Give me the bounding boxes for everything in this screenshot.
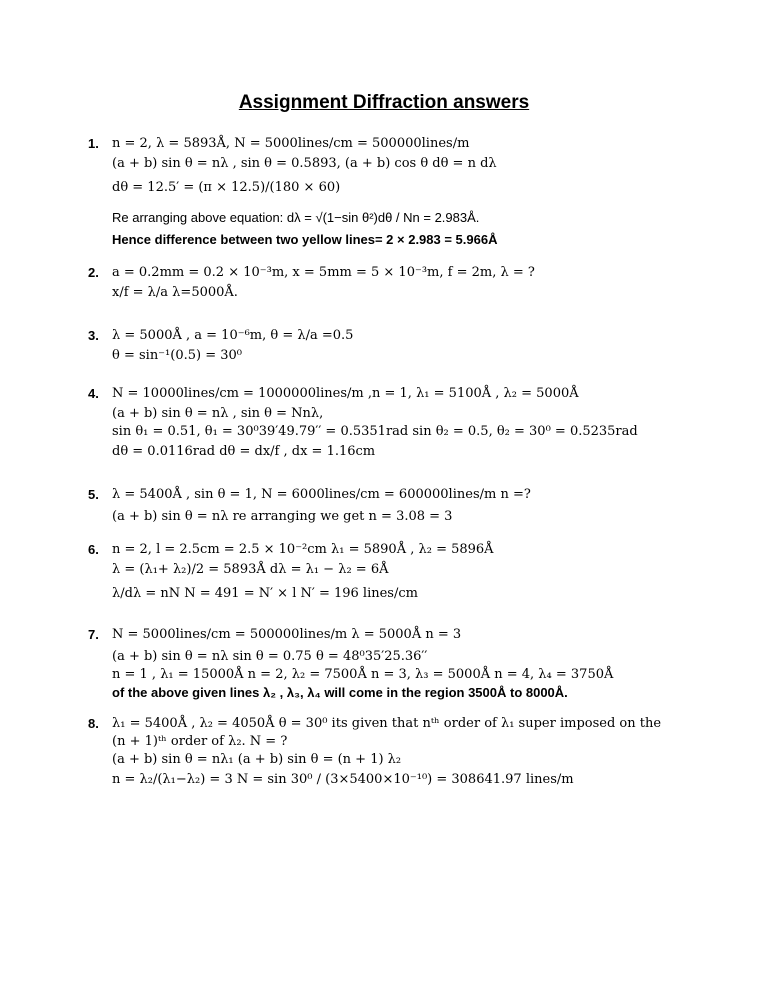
answer-line: Re arranging above equation: dλ = √(1−sin θ²)dθ / Nn = 2.983Å. [112,210,480,225]
answer-line: λ = 5400Å , sin θ = 1, N = 6000lines/cm = 600000lines/m n =? [112,487,531,502]
answer-line: (a + b) sin θ = nλ sin θ = 0.75 θ = 48⁰35′25.36′′ [112,649,428,664]
answer-line: N = 5000lines/cm = 500000lines/m λ = 5000Å n = 3 [112,627,462,642]
answer-line: n = 2, l = 2.5cm = 2.5 × 10⁻²cm λ₁ = 5890Å , λ₂ = 5896Å [112,542,494,557]
answer-line: (n + 1)ᵗʰ order of λ₂. N = ? [112,734,288,749]
item-number: 6. [88,542,99,557]
answer-line: a = 0.2mm = 0.2 × 10⁻³m, x = 5mm = 5 × 10⁻³m, f = 2m, λ = ? [112,265,535,280]
answer-line: n = λ₂/(λ₁−λ₂) = 3 N = sin 30⁰ / (3×5400×10⁻¹⁰) = 308641.97 lines/m [112,772,574,787]
answer-line: θ = sin⁻¹(0.5) = 30⁰ [112,348,242,363]
item-number: 3. [88,328,99,343]
item-number: 5. [88,487,99,502]
item-number: 2. [88,265,99,280]
answer-line: Hence difference between two yellow lines= 2 × 2.983 = 5.966Å [112,232,498,247]
answer-line: (a + b) sin θ = nλ , sin θ = Nnλ, [112,406,324,421]
item-number: 1. [88,136,99,151]
answer-line: λ₁ = 5400Å , λ₂ = 4050Å θ = 30⁰ its given that nᵗʰ order of λ₁ super imposed on the [112,716,662,731]
item-number: 4. [88,386,99,401]
answer-line: (a + b) sin θ = nλ , sin θ = 0.5893, (a + b) cos θ dθ = n dλ [112,156,497,171]
answer-line: λ = (λ₁+ λ₂)/2 = 5893Å dλ = λ₁ − λ₂ = 6Å [112,562,389,577]
item-number: 7. [88,627,99,642]
answer-line: (a + b) sin θ = nλ re arranging we get n = 3.08 = 3 [112,509,453,524]
answer-line: dθ = 0.0116rad dθ = dx/f , dx = 1.16cm [112,444,376,459]
answer-line: λ = 5000Å , a = 10⁻⁶m, θ = λ/a =0.5 [112,328,354,343]
answer-line: of the above given lines λ₂ , λ₃, λ₄ will come in the region 3500Å to 8000Å. [112,685,568,700]
answer-line: sin θ₁ = 0.51, θ₁ = 30⁰39′49.79′′ = 0.5351rad sin θ₂ = 0.5, θ₂ = 30⁰ = 0.5235rad [112,424,638,439]
answer-line: N = 10000lines/cm = 1000000lines/m ,n = 1, λ₁ = 5100Å , λ₂ = 5000Å [112,386,579,401]
answer-line: λ/dλ = nN N = 491 = N′ × l N′ = 196 lines/cm [112,586,418,601]
answer-line: n = 2, λ = 5893Å, N = 5000lines/cm = 500000lines/m [112,136,470,151]
answer-line: n = 1 , λ₁ = 15000Å n = 2, λ₂ = 7500Å n = 3, λ₃ = 5000Å n = 4, λ₄ = 3750Å [112,667,614,682]
answer-line: dθ = 12.5′ = (π × 12.5)/(180 × 60) [112,180,341,195]
document-title: Assignment Diffraction answers [238,92,530,113]
answer-line: (a + b) sin θ = nλ₁ (a + b) sin θ = (n + 1) λ₂ [112,752,402,767]
answer-line: x/f = λ/a λ=5000Å. [112,285,238,300]
item-number: 8. [88,716,99,731]
